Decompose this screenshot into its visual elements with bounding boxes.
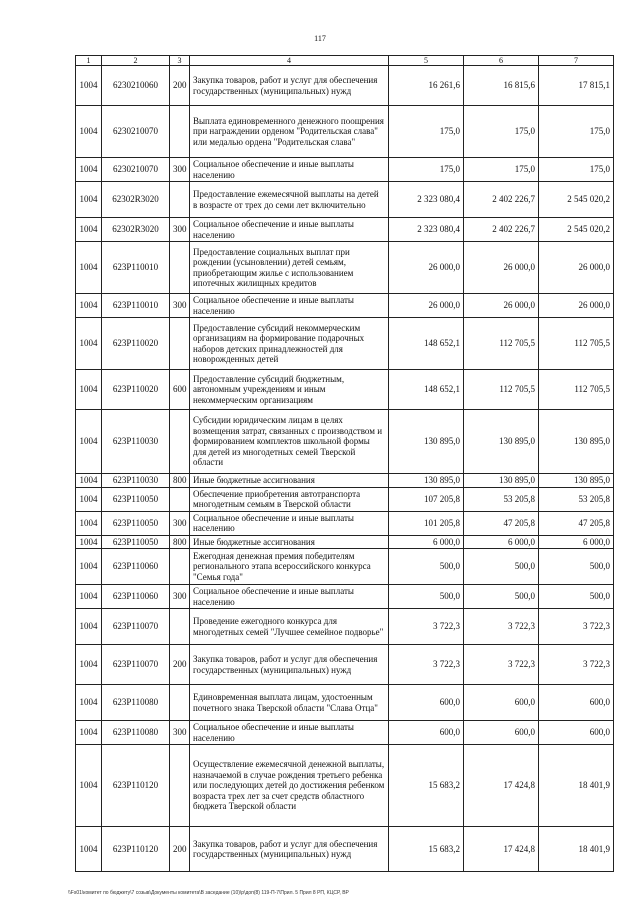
row-expense-type bbox=[170, 242, 190, 294]
row-value-col7: 26 000,0 bbox=[539, 242, 614, 294]
row-value-col7: 3 722,3 bbox=[539, 609, 614, 645]
table-row bbox=[76, 158, 614, 182]
row-value-col5: 500,0 bbox=[389, 585, 464, 609]
row-value-col7: 175,0 bbox=[539, 158, 614, 182]
row-section-code: 1004 bbox=[76, 721, 102, 745]
column-header-7: 7 bbox=[539, 56, 614, 66]
row-value-col5: 3 722,3 bbox=[389, 609, 464, 645]
row-value-col5: 26 000,0 bbox=[389, 242, 464, 294]
row-value-col6: 3 722,3 bbox=[464, 609, 539, 645]
row-value-col6: 175,0 bbox=[464, 158, 539, 182]
row-section-code: 1004 bbox=[76, 218, 102, 242]
row-value-col7: 175,0 bbox=[539, 106, 614, 158]
row-expense-type: 300 bbox=[170, 158, 190, 182]
row-expense-type: 300 bbox=[170, 511, 190, 535]
row-value-col7: 2 545 020,2 bbox=[539, 218, 614, 242]
row-name: Социальное обеспечение и иные выплаты населению bbox=[190, 294, 389, 318]
row-section-code: 1004 bbox=[76, 685, 102, 721]
row-name: Предоставление субсидий некоммерческим организациям на формирование подарочных наборов детских принадлежностей для новорожденных детей bbox=[190, 318, 389, 370]
row-value-col7: 3 722,3 bbox=[539, 645, 614, 685]
row-target-article: 623P110010 bbox=[102, 242, 170, 294]
table-row bbox=[76, 535, 614, 549]
table-row bbox=[76, 511, 614, 535]
row-value-col6: 175,0 bbox=[464, 106, 539, 158]
row-name: Предоставление ежемесячной выплаты на детей в возрасте от трех до семи лет включительно bbox=[190, 182, 389, 218]
row-expense-type: 300 bbox=[170, 585, 190, 609]
table-row bbox=[76, 721, 614, 745]
table-row bbox=[76, 66, 614, 106]
row-target-article: 623P110050 bbox=[102, 535, 170, 549]
table-row bbox=[76, 645, 614, 685]
row-value-col5: 6 000,0 bbox=[389, 535, 464, 549]
row-expense-type: 600 bbox=[170, 370, 190, 410]
row-value-col7: 600,0 bbox=[539, 685, 614, 721]
row-value-col7: 26 000,0 bbox=[539, 294, 614, 318]
row-expense-type: 300 bbox=[170, 218, 190, 242]
row-section-code: 1004 bbox=[76, 158, 102, 182]
row-section-code: 1004 bbox=[76, 182, 102, 218]
row-value-col6: 130 895,0 bbox=[464, 410, 539, 474]
row-value-col6: 500,0 bbox=[464, 585, 539, 609]
row-name: Единовременная выплата лицам, удостоенным почетного знака Тверской области "Слава Отца" bbox=[190, 685, 389, 721]
row-value-col6: 130 895,0 bbox=[464, 474, 539, 488]
row-target-article: 623P110030 bbox=[102, 474, 170, 488]
row-expense-type bbox=[170, 106, 190, 158]
row-name: Предоставление социальных выплат при рождении (усыновлении) детей семьям, приобретающим жилье с использованием ипотечных жилищных кредитов bbox=[190, 242, 389, 294]
row-target-article: 623P110050 bbox=[102, 511, 170, 535]
row-expense-type: 200 bbox=[170, 66, 190, 106]
row-value-col5: 148 652,1 bbox=[389, 318, 464, 370]
row-value-col6: 500,0 bbox=[464, 549, 539, 585]
row-target-article: 623P110010 bbox=[102, 294, 170, 318]
row-target-article: 62302R3020 bbox=[102, 218, 170, 242]
row-value-col7: 600,0 bbox=[539, 721, 614, 745]
row-value-col6: 2 402 226,7 bbox=[464, 218, 539, 242]
row-expense-type bbox=[170, 685, 190, 721]
row-name: Субсидии юридическим лицам в целях возмещения затрат, связанных с производством и формированием комплектов школьной формы для детей из многодетных семей Тверской области bbox=[190, 410, 389, 474]
table-row bbox=[76, 106, 614, 158]
table-row bbox=[76, 549, 614, 585]
row-name: Ежегодная денежная премия победителям регионального этапа всероссийского конкурса "Семья года" bbox=[190, 549, 389, 585]
row-value-col5: 600,0 bbox=[389, 721, 464, 745]
row-target-article: 623P110060 bbox=[102, 549, 170, 585]
row-value-col5: 130 895,0 bbox=[389, 410, 464, 474]
row-name: Обеспечение приобретения автотранспорта многодетным семьям в Тверской области bbox=[190, 487, 389, 511]
table-row bbox=[76, 318, 614, 370]
row-value-col6: 26 000,0 bbox=[464, 242, 539, 294]
row-target-article: 623P110060 bbox=[102, 585, 170, 609]
table-body bbox=[76, 66, 614, 872]
row-value-col5: 148 652,1 bbox=[389, 370, 464, 410]
row-value-col6: 600,0 bbox=[464, 721, 539, 745]
row-expense-type bbox=[170, 487, 190, 511]
row-value-col6: 2 402 226,7 bbox=[464, 182, 539, 218]
row-section-code: 1004 bbox=[76, 827, 102, 872]
row-target-article: 6230210060 bbox=[102, 66, 170, 106]
row-name: Выплата единовременного денежного поощрения при награждении орденом "Родительская слава" или медалью ордена "Родительская слава" bbox=[190, 106, 389, 158]
row-value-col6: 26 000,0 bbox=[464, 294, 539, 318]
table-row bbox=[76, 242, 614, 294]
row-expense-type bbox=[170, 318, 190, 370]
row-name: Предоставление субсидий бюджетным, автономным учреждениям и иным некоммерческим организациям bbox=[190, 370, 389, 410]
row-name: Проведение ежегодного конкурса для многодетных семей "Лучшее семейное подворье" bbox=[190, 609, 389, 645]
budget-table bbox=[75, 55, 614, 872]
table-row bbox=[76, 585, 614, 609]
row-section-code: 1004 bbox=[76, 645, 102, 685]
row-value-col7: 500,0 bbox=[539, 549, 614, 585]
row-value-col5: 2 323 080,4 bbox=[389, 218, 464, 242]
row-target-article: 623P110050 bbox=[102, 487, 170, 511]
row-value-col7: 18 401,9 bbox=[539, 827, 614, 872]
row-target-article: 623P110070 bbox=[102, 609, 170, 645]
row-section-code: 1004 bbox=[76, 535, 102, 549]
row-section-code: 1004 bbox=[76, 511, 102, 535]
table-row bbox=[76, 410, 614, 474]
row-name: Социальное обеспечение и иные выплаты населению bbox=[190, 721, 389, 745]
row-value-col6: 17 424,8 bbox=[464, 745, 539, 827]
column-header-2: 2 bbox=[102, 56, 170, 66]
row-section-code: 1004 bbox=[76, 609, 102, 645]
row-target-article: 623P110120 bbox=[102, 827, 170, 872]
row-name: Социальное обеспечение и иные выплаты населению bbox=[190, 158, 389, 182]
page-number: 117 bbox=[314, 34, 326, 43]
header-row bbox=[76, 56, 614, 66]
row-section-code: 1004 bbox=[76, 745, 102, 827]
row-value-col7: 6 000,0 bbox=[539, 535, 614, 549]
row-target-article: 623P110020 bbox=[102, 370, 170, 410]
row-value-col7: 18 401,9 bbox=[539, 745, 614, 827]
row-section-code: 1004 bbox=[76, 410, 102, 474]
row-value-col5: 3 722,3 bbox=[389, 645, 464, 685]
column-header-6: 6 bbox=[464, 56, 539, 66]
row-name: Закупка товаров, работ и услуг для обеспечения государственных (муниципальных) нужд bbox=[190, 645, 389, 685]
table-row bbox=[76, 474, 614, 488]
row-value-col5: 130 895,0 bbox=[389, 474, 464, 488]
table-row bbox=[76, 745, 614, 827]
row-value-col7: 47 205,8 bbox=[539, 511, 614, 535]
row-section-code: 1004 bbox=[76, 487, 102, 511]
row-section-code: 1004 bbox=[76, 474, 102, 488]
row-value-col6: 53 205,8 bbox=[464, 487, 539, 511]
row-expense-type bbox=[170, 745, 190, 827]
table-row bbox=[76, 294, 614, 318]
row-expense-type: 300 bbox=[170, 721, 190, 745]
row-value-col7: 53 205,8 bbox=[539, 487, 614, 511]
table-row bbox=[76, 218, 614, 242]
row-name: Закупка товаров, работ и услуг для обеспечения государственных (муниципальных) нужд bbox=[190, 827, 389, 872]
row-section-code: 1004 bbox=[76, 242, 102, 294]
row-value-col7: 112 705,5 bbox=[539, 318, 614, 370]
row-value-col6: 47 205,8 bbox=[464, 511, 539, 535]
row-value-col5: 175,0 bbox=[389, 106, 464, 158]
table-row bbox=[76, 370, 614, 410]
row-name: Закупка товаров, работ и услуг для обеспечения государственных (муниципальных) нужд bbox=[190, 66, 389, 106]
row-name: Иные бюджетные ассигнования bbox=[190, 474, 389, 488]
row-value-col6: 16 815,6 bbox=[464, 66, 539, 106]
row-value-col5: 2 323 080,4 bbox=[389, 182, 464, 218]
row-name: Социальное обеспечение и иные выплаты населению bbox=[190, 218, 389, 242]
column-header-5: 5 bbox=[389, 56, 464, 66]
row-target-article: 623P110030 bbox=[102, 410, 170, 474]
row-value-col7: 130 895,0 bbox=[539, 410, 614, 474]
table-row bbox=[76, 827, 614, 872]
row-target-article: 623P110020 bbox=[102, 318, 170, 370]
row-section-code: 1004 bbox=[76, 549, 102, 585]
row-value-col7: 2 545 020,2 bbox=[539, 182, 614, 218]
row-value-col7: 17 815,1 bbox=[539, 66, 614, 106]
row-expense-type bbox=[170, 410, 190, 474]
row-target-article: 623P110080 bbox=[102, 685, 170, 721]
row-value-col5: 600,0 bbox=[389, 685, 464, 721]
row-section-code: 1004 bbox=[76, 318, 102, 370]
row-target-article: 623P110070 bbox=[102, 645, 170, 685]
row-name: Социальное обеспечение и иные выплаты населению bbox=[190, 511, 389, 535]
row-name: Осуществление ежемесячной денежной выплаты, назначаемой в случае рождения третьего ребенка или последующих детей до достижения ребенком возраста трех лет за счет средств областного бюджета Тверской области bbox=[190, 745, 389, 827]
table-row bbox=[76, 609, 614, 645]
row-section-code: 1004 bbox=[76, 294, 102, 318]
row-expense-type: 200 bbox=[170, 827, 190, 872]
row-section-code: 1004 bbox=[76, 66, 102, 106]
row-section-code: 1004 bbox=[76, 106, 102, 158]
column-header-4: 4 bbox=[190, 56, 389, 66]
row-value-col5: 26 000,0 bbox=[389, 294, 464, 318]
row-value-col5: 15 683,2 bbox=[389, 745, 464, 827]
row-value-col6: 112 705,5 bbox=[464, 318, 539, 370]
row-value-col6: 3 722,3 bbox=[464, 645, 539, 685]
row-target-article: 623P110120 bbox=[102, 745, 170, 827]
row-value-col5: 101 205,8 bbox=[389, 511, 464, 535]
row-expense-type: 800 bbox=[170, 474, 190, 488]
table-row bbox=[76, 182, 614, 218]
row-section-code: 1004 bbox=[76, 370, 102, 410]
row-value-col5: 107 205,8 bbox=[389, 487, 464, 511]
row-name: Социальное обеспечение и иные выплаты населению bbox=[190, 585, 389, 609]
row-target-article: 62302R3020 bbox=[102, 182, 170, 218]
table-row bbox=[76, 487, 614, 511]
row-value-col7: 112 705,5 bbox=[539, 370, 614, 410]
column-header-1: 1 bbox=[76, 56, 102, 66]
footer-path: \\Fs01\комитет по бюджету\7 созыв\Документы комитета\В заседание (10)\р\доп(8) 119-П-7\Прил. 5 Прил 8 РП, КЦСР, ВР bbox=[68, 890, 349, 896]
row-value-col7: 500,0 bbox=[539, 585, 614, 609]
row-expense-type: 300 bbox=[170, 294, 190, 318]
row-expense-type bbox=[170, 549, 190, 585]
row-target-article: 623P110080 bbox=[102, 721, 170, 745]
row-value-col5: 175,0 bbox=[389, 158, 464, 182]
row-value-col6: 600,0 bbox=[464, 685, 539, 721]
row-expense-type: 800 bbox=[170, 535, 190, 549]
row-section-code: 1004 bbox=[76, 585, 102, 609]
row-expense-type bbox=[170, 609, 190, 645]
row-value-col6: 17 424,8 bbox=[464, 827, 539, 872]
row-name: Иные бюджетные ассигнования bbox=[190, 535, 389, 549]
table-row bbox=[76, 685, 614, 721]
row-value-col5: 16 261,6 bbox=[389, 66, 464, 106]
row-value-col5: 15 683,2 bbox=[389, 827, 464, 872]
row-expense-type: 200 bbox=[170, 645, 190, 685]
row-value-col6: 112 705,5 bbox=[464, 370, 539, 410]
row-value-col6: 6 000,0 bbox=[464, 535, 539, 549]
row-value-col5: 500,0 bbox=[389, 549, 464, 585]
row-target-article: 6230210070 bbox=[102, 158, 170, 182]
row-value-col7: 130 895,0 bbox=[539, 474, 614, 488]
column-header-3: 3 bbox=[170, 56, 190, 66]
row-target-article: 6230210070 bbox=[102, 106, 170, 158]
row-expense-type bbox=[170, 182, 190, 218]
